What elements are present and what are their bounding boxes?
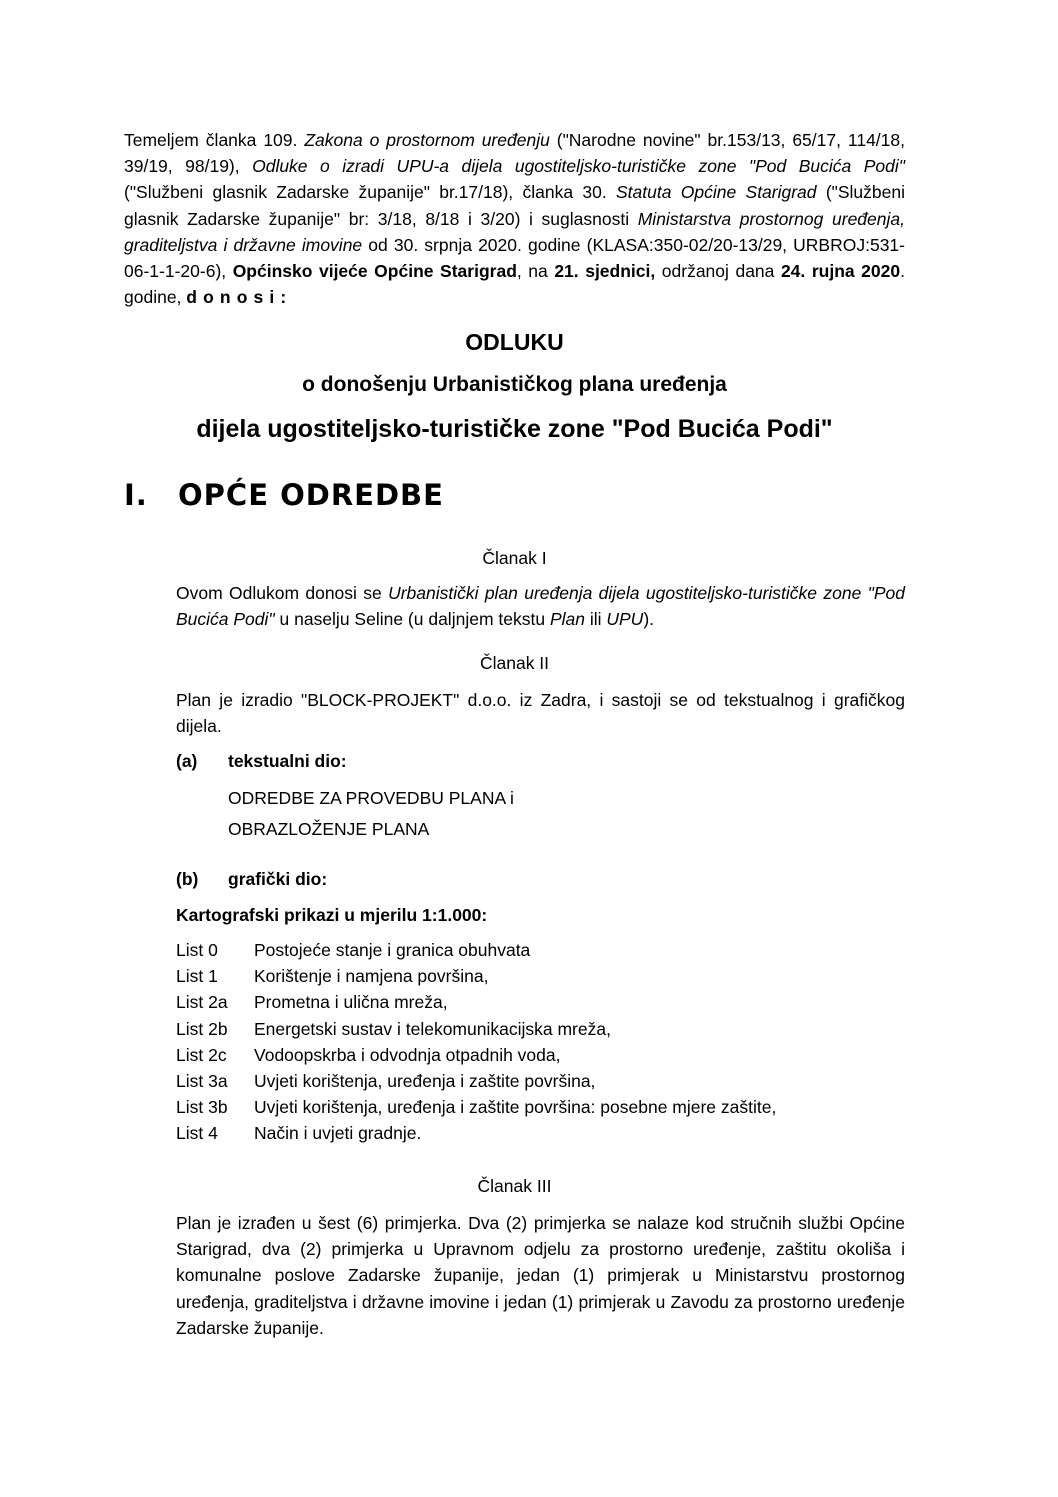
map-sheet-label: List 1: [176, 966, 218, 987]
cartographic-heading: Kartografski prikazi u mjerilu 1:1.000:: [176, 905, 488, 925]
section-title: OPĆE ODREDBE: [178, 478, 444, 512]
part-a-item: ODREDBE ZA PROVEDBU PLANA i: [228, 788, 514, 808]
preamble-text: ("Službeni glasnik Zadarske županije" br.17/18), članka 30.: [124, 182, 616, 203]
article-1-plan-abbr: Plan: [549, 609, 585, 630]
map-sheet-item: [176, 963, 776, 989]
part-b-title: grafički dio:: [228, 869, 328, 889]
map-sheet-title: Uvjeti korištenja, uređenja i zaštite površina,: [254, 1071, 596, 1092]
preamble-ministry-name: Ministarstva prostornog uređenja, graditeljstva i državne imovine: [124, 208, 905, 255]
map-sheet-label: List 2c: [176, 1044, 227, 1065]
article-2-text: Plan je izradio "BLOCK-PROJEKT" d.o.o. iz Zadra, i sastoji se od tekstualnog i grafičkog dijela.: [176, 690, 905, 737]
map-sheet-item: [176, 937, 776, 963]
map-sheet-title: Prometna i ulična mreža,: [254, 992, 448, 1013]
article-1-text-part: ili: [584, 609, 607, 630]
part-b-label: (b): [176, 869, 199, 889]
preamble-decision-name: Odluke o izradi UPU-a dijela ugostiteljsko-turističke zone "Pod Bucića Podi": [252, 156, 905, 177]
decision-subtitle-line1: o donošenju Urbanističkog plana uređenja: [302, 373, 727, 396]
part-a-item: OBRAZLOŽENJE PLANA: [228, 819, 430, 839]
map-sheet-list: [176, 937, 776, 1147]
article-1-text-part: ).: [643, 609, 655, 630]
section-number: I.: [124, 478, 148, 512]
preamble-date: 24. rujna 2020: [780, 261, 901, 282]
preamble-statute-name: Statuta Općine Starigrad: [616, 182, 817, 203]
article-1-text-part: Ovom Odlukom donosi se: [176, 583, 389, 603]
part-a-title: tekstualni dio:: [228, 751, 347, 771]
article-1-heading: Članak I: [482, 548, 547, 568]
map-sheet-title: Postojeće stanje i granica obuhvata: [254, 940, 531, 960]
map-sheet-item: [176, 1042, 776, 1068]
map-sheet-label: List 0: [176, 940, 218, 960]
preamble-paragraph: [124, 127, 905, 310]
article-1-upu-abbr: UPU: [606, 609, 644, 630]
section-heading: [124, 478, 444, 512]
map-sheet-item: [176, 1068, 776, 1094]
map-sheet-title: Korištenje i namjena površina,: [254, 966, 489, 987]
map-sheet-item: [176, 1120, 776, 1146]
preamble-text: . godine,: [124, 261, 905, 308]
decision-title: ODLUKU: [465, 329, 564, 355]
article-1-plan-name: Urbanistički plan uređenja dijela ugostiteljsko-turističke zone "Pod Bucića Podi": [176, 583, 905, 630]
map-sheet-label: List 3a: [176, 1071, 228, 1092]
decision-subtitle-line2: dijela ugostiteljsko-turističke zone "Pod Bucića Podi": [196, 415, 833, 443]
preamble-text: ("Službeni glasnik Zadarske županije" br: 3/18, 8/18 i 3/20) i suglasnosti: [124, 182, 906, 229]
preamble-text: Temeljem članka 109.: [124, 130, 305, 150]
preamble-law-name: Zakona o prostornom uređenju: [304, 130, 550, 150]
article-1-text: [176, 580, 905, 632]
preamble-text: ("Narodne novine" br.153/13, 65/17, 114/18, 39/19, 98/19),: [124, 130, 905, 177]
map-sheet-label: List 3b: [176, 1097, 228, 1118]
article-3-text: Plan je izrađen u šest (6) primjerka. Dva (2) primjerka se nalaze kod stručnih službi Općine Starigrad, dva (2) primjerka u Upravnom odjelu za prostorno uređenje, zaštitu okoliša i komunalne poslove Zadarske županije, jedan (1) primjerak u Ministarstvu prostornog uređenja, graditeljstva i državne imovine i jedan (1) primjerak u Zavodu za prostorno uređenje Zadarske županije.: [176, 1213, 905, 1338]
map-sheet-label: List 4: [176, 1123, 218, 1144]
map-sheet-title: Energetski sustav i telekomunikacijska mreža,: [254, 1018, 611, 1039]
part-a-label: (a): [176, 751, 198, 771]
preamble-session: 21. sjednici,: [554, 261, 656, 282]
article-3-heading: Članak III: [477, 1176, 552, 1196]
map-sheet-item: [176, 1094, 776, 1120]
map-sheet-label: List 2a: [176, 992, 228, 1013]
map-sheet-item: [176, 1016, 776, 1042]
map-sheet-title: Vodoopskrba i odvodnja otpadnih voda,: [254, 1044, 561, 1065]
preamble-text: održanoj dana: [655, 261, 781, 282]
map-sheet-item: [176, 989, 776, 1015]
preamble-text: od 30. srpnja 2020. godine (KLASA:350-02/20-13/29, URBROJ:531-06-1-1-20-6),: [124, 234, 905, 282]
preamble-text: , na: [516, 261, 555, 282]
article-2-heading: Članak II: [479, 653, 550, 673]
preamble-donosi: donosi:: [186, 287, 293, 308]
map-sheet-label: List 2b: [176, 1018, 228, 1039]
map-sheet-title: Način i uvjeti gradnje.: [254, 1123, 422, 1144]
article-1-text-part: u naselju Seline (u daljnjem tekstu: [274, 609, 550, 630]
map-sheet-title: Uvjeti korištenja, uređenja i zaštite površina: posebne mjere zaštite,: [254, 1097, 777, 1118]
preamble-council-name: Općinsko vijeće Općine Starigrad: [232, 261, 517, 282]
